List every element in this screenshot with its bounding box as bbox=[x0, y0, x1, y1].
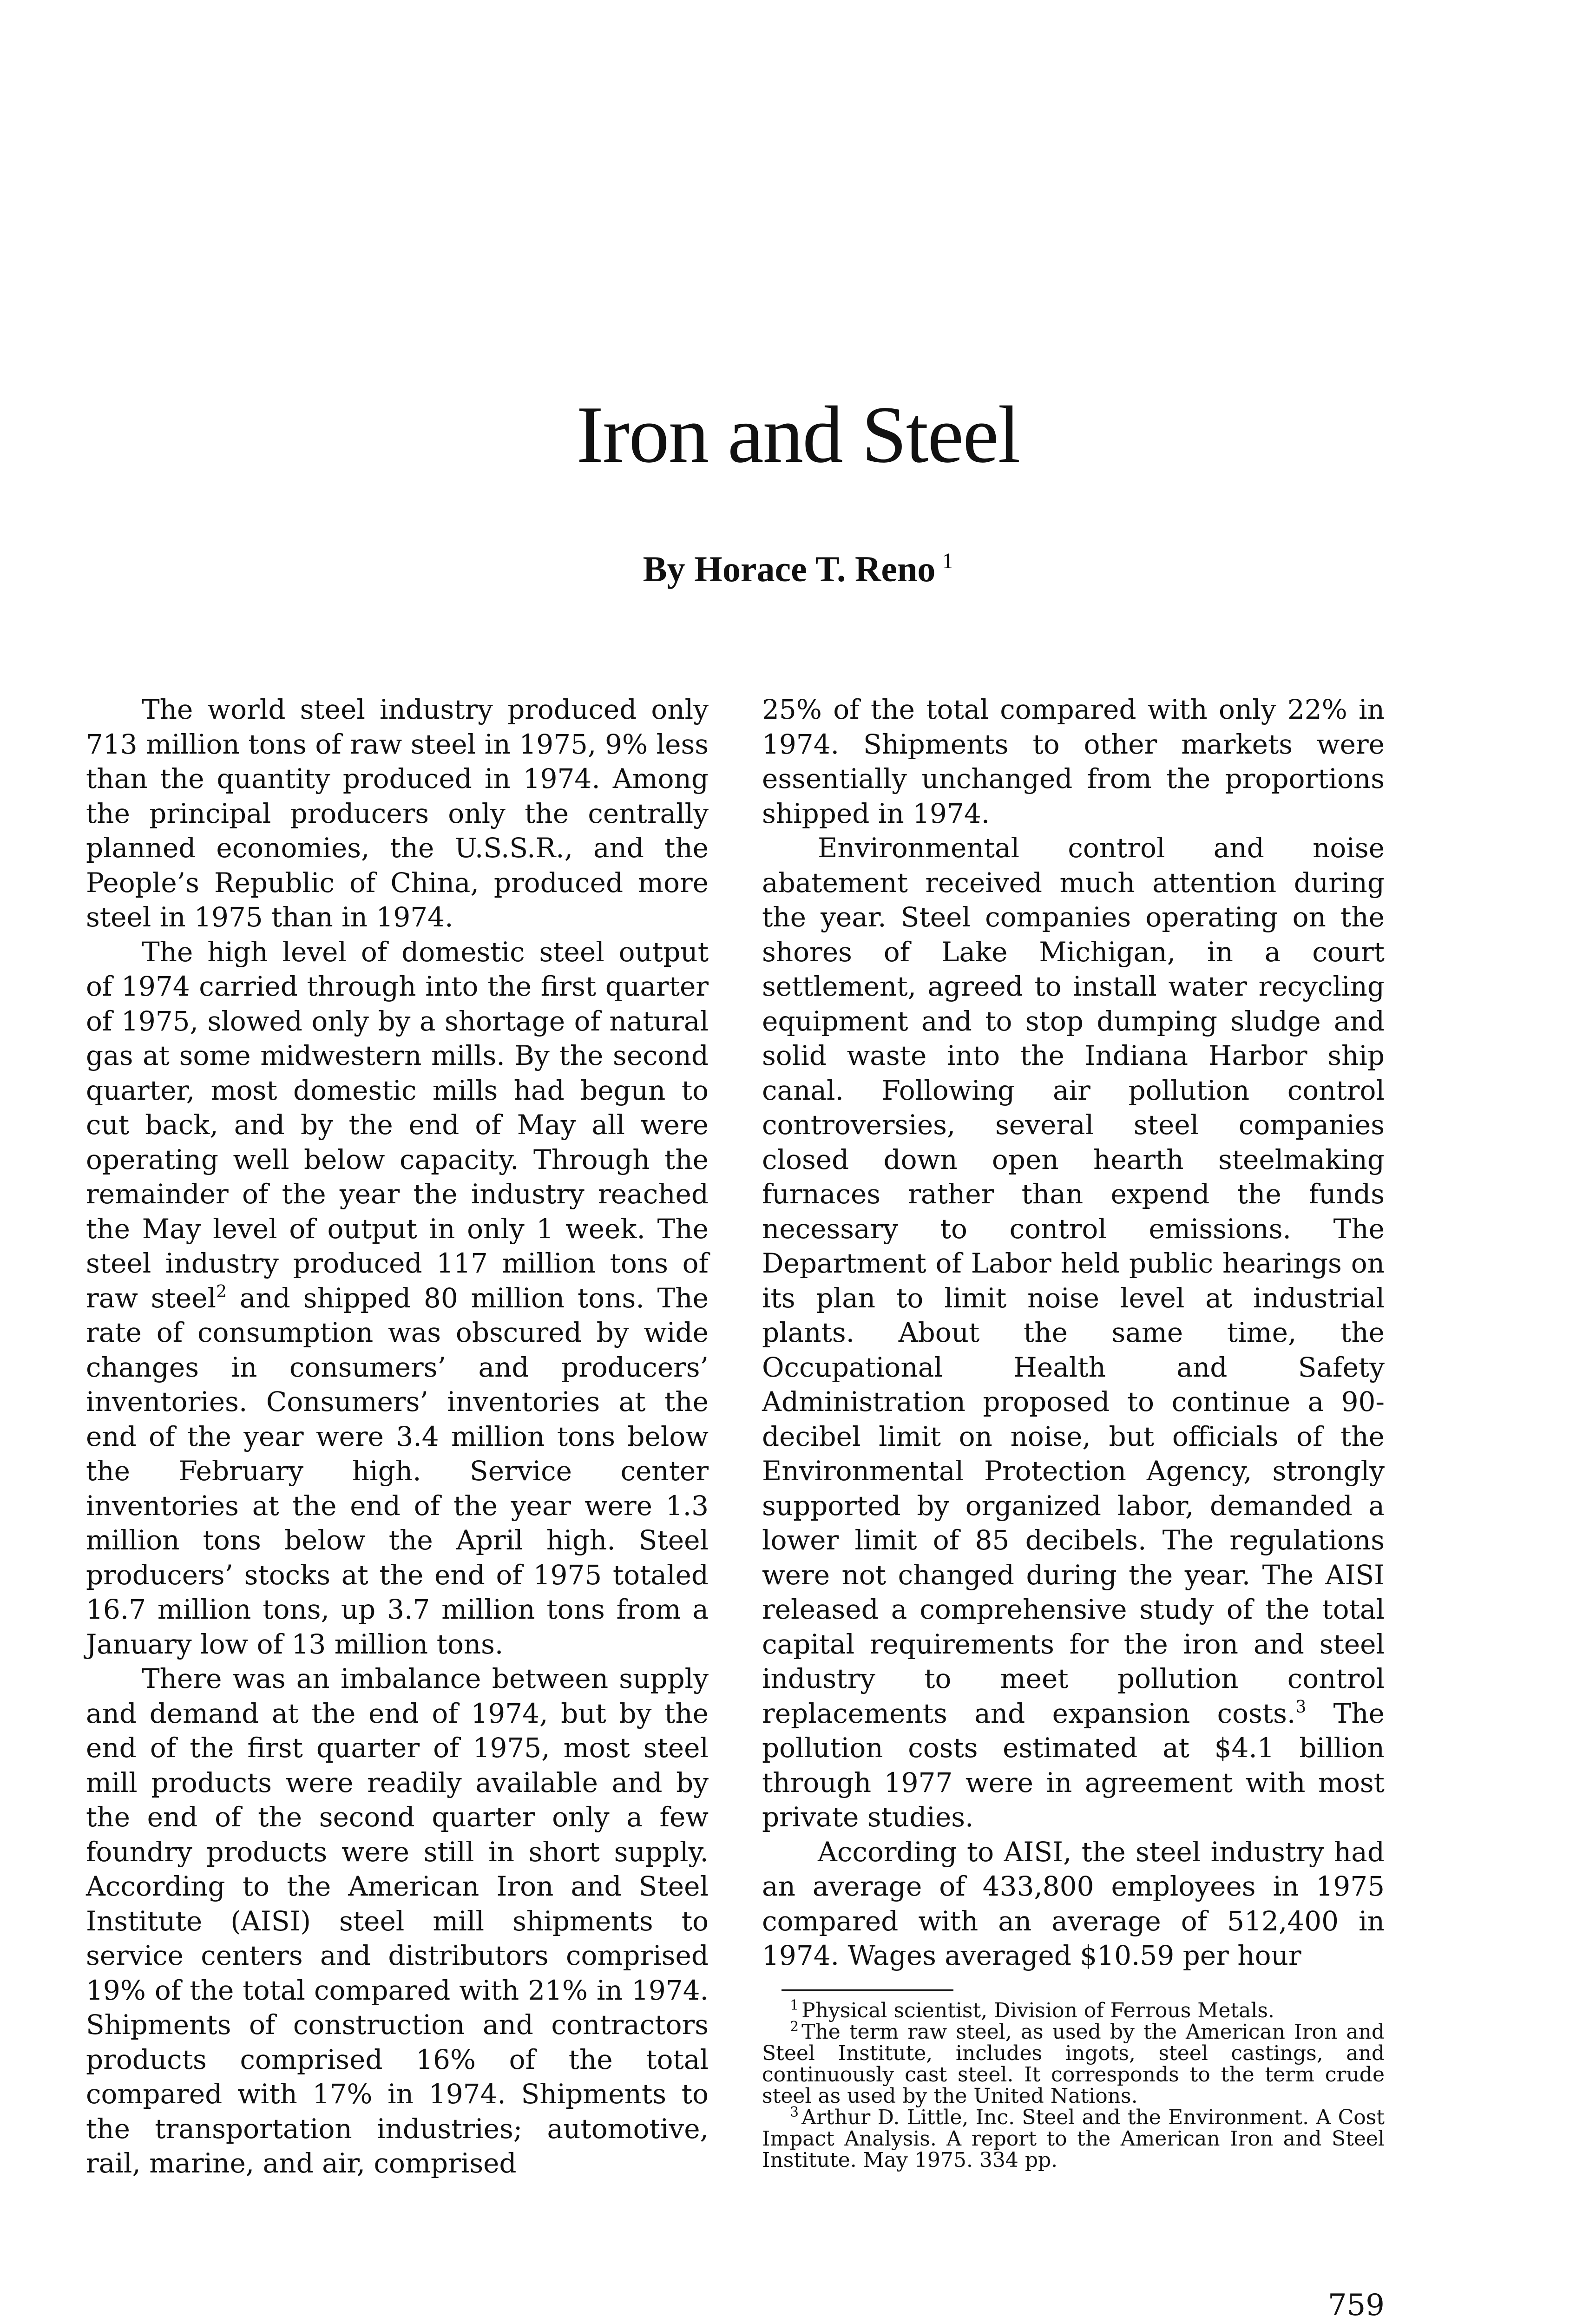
paragraph-shipments-continued: 25% of the total compared with only 22% in 1974. Shipments to other markets were essentially unchanged from the proportions shipped in 1974. bbox=[762, 694, 1385, 829]
footnote-divider bbox=[782, 1989, 953, 1991]
paragraph-text: The high level of domestic steel output of 1974 carried through into the first quarter of 1975, slowed only by a shortage of natural gas at some midwestern mills. By the second quarter, most domestic mills had begun to cut back, and by the end of May all were operating well below capacity. Through the remainder of the year the industry reached the May level of output in only 1 week. The steel industry produced 117 million tons of raw steel bbox=[86, 936, 709, 1314]
left-column bbox=[86, 692, 709, 2181]
footnote-text: Physical scientist, Division of Ferrous Metals. bbox=[801, 1999, 1274, 2022]
footnote-number: 1 bbox=[790, 1997, 799, 2014]
paragraph-world-production: The world steel industry produced only 713 million tons of raw steel in 1975, 9% less than the quantity produced in 1974. Among the principal producers only the centrally planned economies, the U.S.S.R., and the People’s Republic of China, produced more steel in 1975 than in 1974. bbox=[86, 694, 709, 933]
footnote-number: 2 bbox=[790, 2019, 799, 2035]
byline-footnote-ref[interactable]: 1 bbox=[942, 549, 953, 573]
footnotes bbox=[762, 1997, 1385, 2172]
paragraph-text: and shipped 80 million tons. The rate of consumption was obscured by wide changes in consumers’ and producers’ inventories. Consumers’ inventories at the end of the year were 3.4 million tons below the February high. Service center inventories at the end of the year were 1.3 million tons below the April high. Steel producers’ stocks at the end of 1975 totaled 16.7 million tons, up 3.7 million tons from a January low of 13 million tons. bbox=[86, 1282, 709, 1660]
footnote-ref-2[interactable]: 2 bbox=[216, 1282, 227, 1301]
footnote-text: Arthur D. Little, Inc. Steel and the Environment. A Cost Impact Analysis. A report to the American Iron and Steel Institute. May 1975. 334 pp. bbox=[762, 2106, 1385, 2172]
page-number: 759 bbox=[1327, 2288, 1385, 2323]
paragraph-text: Environmental control and noise abatement received much attention during the year. Steel companies operating on the shores of Lake Michigan, in a court settlement, agreed to install water recycling equipment and to stop dumping sludge and solid waste into the Indiana Harbor ship canal. Following air pollution control controversies, several steel companies closed down open hearth steelmaking furnaces rather than expend the funds necessary to control emissions. The Department of Labor held public hearings on its plan to limit noise level at industrial plants. About the same time, the Occupational Health and Safety Administration proposed to continue a 90-decibel limit on noise, but officials of the Environmental Protection Agency, strongly supported by organized labor, demanded a lower limit of 85 decibels. The regulations were not changed during the year. The AISI released a comprehensive study of the total capital requirements for the iron and steel industry to meet pollution control replacements and expansion costs. bbox=[762, 832, 1385, 1729]
footnote-ref-3[interactable]: 3 bbox=[1295, 1697, 1307, 1717]
footnote-text: The term raw steel, as used by the American Iron and Steel Institute, includes ingots, steel castings, and continuously cast steel. It corresponds to the term crude steel as used by the United Nations. bbox=[762, 2020, 1385, 2108]
footnote-number: 3 bbox=[790, 2104, 799, 2120]
right-column bbox=[762, 692, 1385, 1973]
paragraph-text: The pollution costs estimated at $4.1 billion through 1977 were in agreement with most private studies. bbox=[762, 1697, 1385, 1833]
paragraph-domestic-output bbox=[86, 935, 709, 1662]
byline bbox=[0, 548, 1596, 590]
paragraph-employment: According to AISI, the steel industry had an average of 433,800 employees in 1975 compared with an average of 512,400 in 1974. Wages averaged $10.59 per hour bbox=[762, 1836, 1385, 1971]
article-title: Iron and Steel bbox=[576, 389, 1020, 479]
paragraph-environmental-control bbox=[762, 831, 1385, 1835]
paragraph-supply-demand: There was an imbalance between supply and demand at the end of 1974, but by the end of the first quarter of 1975, most steel mill products were readily available and by the end of the second quarter only a few foundry products were still in short supply. According to the American Iron and Steel Institute (AISI) steel mill shipments to service centers and distributors comprised 19% of the total compared with 21% in 1974. Shipments of construction and contractors products comprised 16% of the total compared with 17% in 1974. Shipments to the transportation industries; automotive, rail, marine, and air, comprised bbox=[86, 1663, 709, 2179]
footnote-3 bbox=[762, 2104, 1385, 2172]
footnote-1 bbox=[762, 1997, 1385, 2022]
byline-author: By Horace T. Reno bbox=[643, 549, 936, 589]
footnote-2 bbox=[762, 2021, 1385, 2107]
